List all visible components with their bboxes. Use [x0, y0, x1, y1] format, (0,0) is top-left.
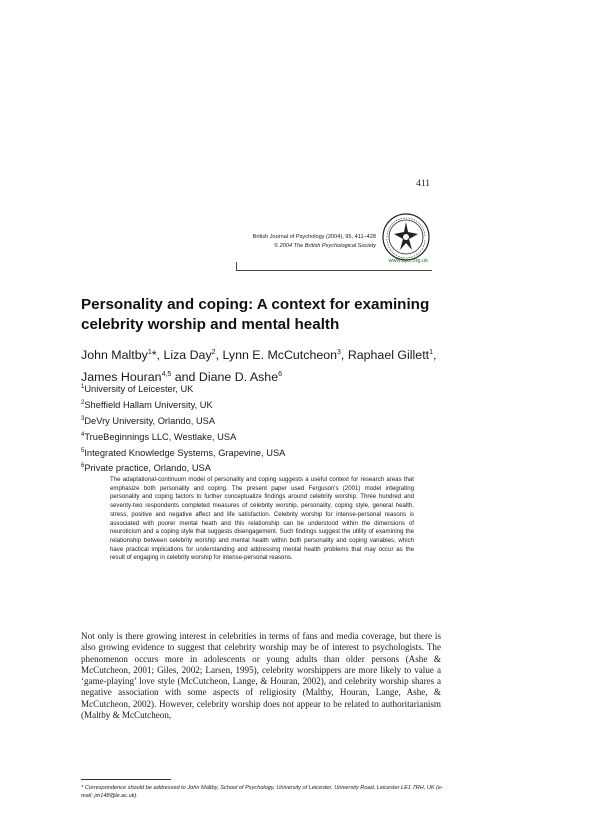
- affiliation-number: 6: [81, 463, 85, 470]
- author-separator: *,: [151, 348, 164, 363]
- affiliation-item: [81, 381, 481, 397]
- society-website: www.bps.org.uk: [388, 258, 428, 264]
- affiliation-item: [81, 460, 481, 476]
- author-name: Lynn E. McCutcheon: [222, 348, 338, 363]
- author-affil: 6: [278, 371, 282, 379]
- correspondence-footnote: * Correspondence should be addressed to John Maltby, School of Psychology, University of Leicester, University Road, Leicester LE1 7RH, UK (e-mail: jm148@le.ac.uk).: [81, 785, 444, 800]
- affiliation-text: Private practice, Orlando, USA: [84, 463, 211, 474]
- author-line-1: [81, 343, 501, 365]
- header-rule-vertical: [236, 262, 237, 270]
- affiliation-item: [81, 413, 481, 429]
- author-affil: 1: [429, 349, 433, 356]
- abstract: The adaptational-continuum model of personality and coping suggests a useful context for research areas that emphasize both personality and coping. The present paper used Ferguson's (2001) model integrating personality and coping factors to further conceptualize findings around celebrity worship. Three hundred and seventy-two respondents completed measures of celebrity worship, personality, coping style, general health, stress, positive and negative affect and life satisfaction. Celebrity worship for intense-personal reasons is associated with poorer mental heath and this relationship can be understood within the dimensions of neuroticism and a coping style that suggests disengagement. Such findings suggest the utility of examining the relationship between celebrity worship and mental health within both personality and coping variables, which have practical implications for understanding and addressing mental health problems that may occur as the result of engaging in celebrity worship for intense-personal reasons.: [110, 476, 414, 562]
- affiliation-number: 2: [81, 399, 85, 406]
- author-separator: ,: [433, 348, 437, 363]
- affiliation-item: [81, 429, 481, 445]
- author-name: John Maltby: [81, 348, 148, 363]
- copyright-notice: © 2004 The British Psychological Society: [273, 242, 376, 249]
- author-affil: 3: [337, 349, 341, 356]
- body-paragraph: Not only is there growing interest in celebrities in terms of fans and media coverage, but there is also growing evidence to suggest that celebrity worship may be of interest to psychologists. The phenomenon occurs more in adolescents or young adults than older persons (Ashe & McCutcheon, 2001; Giles, 2002; Larsen, 1995), celebrity worshippers are more likely to value a ‘game-playing’ love style (McCutcheon, Lange, & Houran, 2002), and celebrity worship shares a negative association with some aspects of religiosity (Maltby, Houran, Lange, Ashe, & McCutcheon, 2002). However, celebrity worship does not appear to be related to authoritarianism (Maltby & McCutcheon,: [81, 631, 441, 721]
- header-rule: [236, 270, 432, 271]
- paper-title: Personality and coping: A context for examining celebrity worship and mental health: [81, 296, 430, 333]
- author-separator: ,: [340, 348, 348, 363]
- society-seal-logo: [381, 212, 431, 262]
- author-name: Liza Day: [163, 348, 212, 363]
- affiliation-text: DeVry University, Orlando, USA: [84, 415, 216, 426]
- affiliation-text: TrueBeginnings LLC, Westlake, USA: [84, 431, 237, 442]
- affiliation-list: [81, 381, 481, 476]
- author-name: Raphael Gillett: [347, 348, 430, 363]
- journal-citation: British Journal of Psychology (2004), 95, 411–428: [252, 234, 376, 240]
- author-name: Diane D. Ashe: [198, 370, 279, 385]
- author-separator: and: [171, 370, 199, 385]
- affiliation-item: [81, 397, 481, 413]
- author-affil: 4,5: [161, 371, 172, 379]
- affiliation-number: 4: [81, 431, 85, 438]
- affiliation-text: Sheffield Hallam University, UK: [84, 399, 213, 410]
- affiliation-number: 5: [81, 447, 85, 454]
- affiliation-number: 1: [81, 384, 85, 390]
- affiliation-number: 3: [81, 415, 85, 422]
- journal-header: [206, 233, 376, 250]
- affiliation-text: University of Leicester, UK: [84, 384, 194, 395]
- footnote-rule: [81, 779, 171, 780]
- affiliation-text: Integrated Knowledge Systems, Grapevine, USA: [84, 447, 286, 458]
- author-affil: 2: [211, 349, 216, 356]
- page-number: 411: [416, 179, 430, 189]
- author-affil: 1: [147, 349, 152, 356]
- author-name: James Houran: [81, 370, 162, 385]
- author-separator: ,: [215, 348, 223, 363]
- affiliation-item: [81, 445, 481, 461]
